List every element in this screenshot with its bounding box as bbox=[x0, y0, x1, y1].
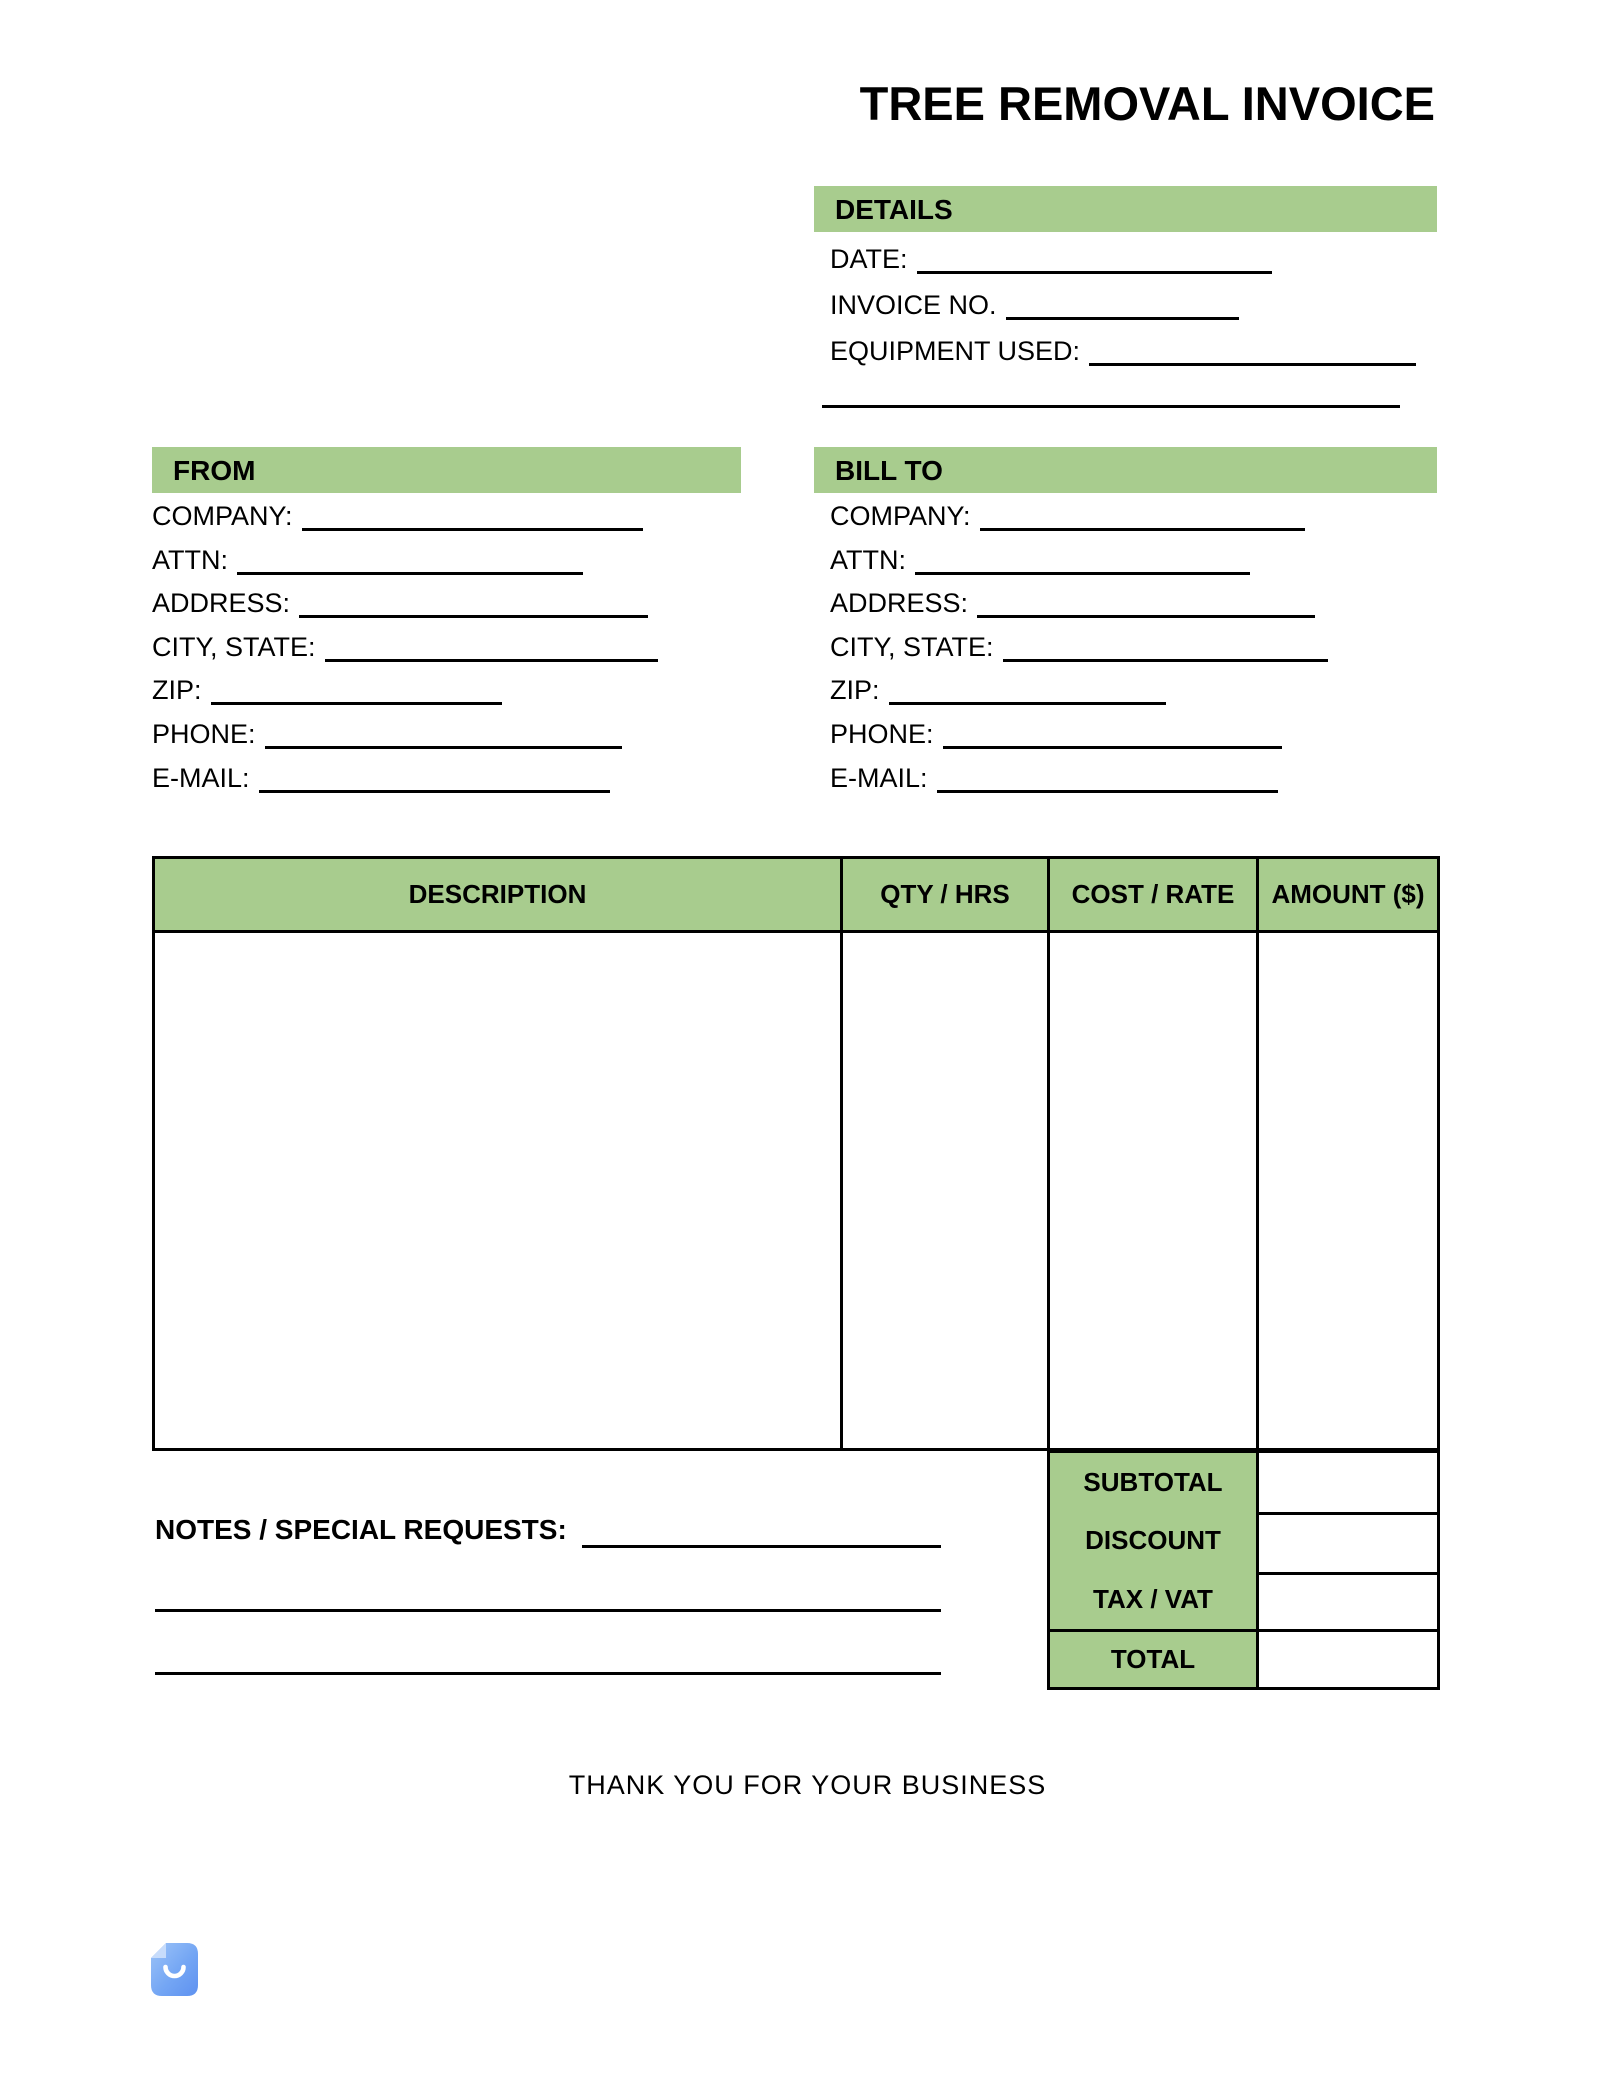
details-section-header: DETAILS bbox=[814, 186, 1437, 232]
from-city-state-label: CITY, STATE: bbox=[152, 631, 316, 662]
subtotal-value-box[interactable] bbox=[1256, 1450, 1440, 1515]
billto-zip-input-line[interactable] bbox=[889, 702, 1166, 705]
cost-rate-cell[interactable] bbox=[1049, 932, 1258, 1450]
from-phone-row bbox=[152, 713, 741, 757]
line-items-table bbox=[152, 856, 1440, 1451]
from-zip-row bbox=[152, 669, 741, 713]
details-fields bbox=[830, 236, 1437, 374]
from-attn-label: ATTN: bbox=[152, 544, 228, 575]
from-section-header: FROM bbox=[152, 447, 741, 493]
billto-company-row bbox=[830, 495, 1437, 539]
billto-email-label: E-MAIL: bbox=[830, 762, 928, 793]
billto-zip-label: ZIP: bbox=[830, 675, 880, 706]
date-input-line[interactable] bbox=[917, 271, 1272, 274]
subtotal-label: SUBTOTAL bbox=[1083, 1466, 1223, 1497]
from-city-state-row bbox=[152, 626, 741, 670]
from-company-label: COMPANY: bbox=[152, 501, 293, 531]
notes-input-line-2[interactable] bbox=[155, 1609, 941, 1612]
column-header-amount: AMOUNT ($) bbox=[1258, 858, 1439, 932]
document-smile-icon bbox=[151, 1943, 198, 1996]
invoice-no-input-line[interactable] bbox=[1006, 317, 1239, 320]
bill-to-section-header: BILL TO bbox=[814, 447, 1437, 493]
items-body-row bbox=[154, 932, 1439, 1450]
from-company-row bbox=[152, 495, 741, 539]
billto-address-label: ADDRESS: bbox=[830, 588, 969, 619]
billto-phone-input-line[interactable] bbox=[943, 746, 1282, 749]
invoice-no-field-row bbox=[830, 282, 1437, 328]
billto-address-input-line[interactable] bbox=[977, 615, 1315, 618]
description-cell[interactable] bbox=[154, 932, 842, 1450]
billto-address-row bbox=[830, 582, 1437, 626]
page-title: TREE REMOVAL INVOICE bbox=[859, 77, 1435, 130]
thank-you-message: THANK YOU FOR YOUR BUSINESS bbox=[568, 1770, 1047, 1800]
billto-email-input-line[interactable] bbox=[937, 790, 1278, 793]
from-address-input-line[interactable] bbox=[299, 615, 648, 618]
billto-city-state-input-line[interactable] bbox=[1003, 659, 1328, 662]
items-header-row bbox=[154, 858, 1439, 932]
discount-value-box[interactable] bbox=[1256, 1512, 1440, 1575]
column-header-cost-rate: COST / RATE bbox=[1049, 858, 1258, 932]
notes-input-line-3[interactable] bbox=[155, 1672, 941, 1675]
bill-to-fields bbox=[830, 495, 1437, 800]
billto-email-row bbox=[830, 757, 1437, 801]
column-header-qty-hrs: QTY / HRS bbox=[842, 858, 1049, 932]
discount-label: DISCOUNT bbox=[1085, 1525, 1221, 1556]
from-company-input-line[interactable] bbox=[302, 528, 643, 531]
invoice-no-label: INVOICE NO. bbox=[830, 290, 997, 320]
qty-hrs-cell[interactable] bbox=[842, 932, 1049, 1450]
amount-cell[interactable] bbox=[1258, 932, 1439, 1450]
from-fields bbox=[152, 495, 741, 800]
date-label: DATE: bbox=[830, 244, 908, 274]
summary-labels-block bbox=[1047, 1450, 1259, 1632]
from-email-label: E-MAIL: bbox=[152, 762, 250, 793]
from-attn-input-line[interactable] bbox=[237, 572, 583, 575]
from-address-label: ADDRESS: bbox=[152, 588, 291, 619]
total-value-box[interactable] bbox=[1256, 1629, 1440, 1690]
billto-attn-input-line[interactable] bbox=[915, 572, 1250, 575]
billto-phone-label: PHONE: bbox=[830, 718, 934, 749]
equipment-continuation-line[interactable] bbox=[822, 405, 1400, 408]
equipment-input-line[interactable] bbox=[1089, 363, 1416, 366]
total-label: TOTAL bbox=[1110, 1644, 1196, 1674]
from-email-row bbox=[152, 757, 741, 801]
from-zip-label: ZIP: bbox=[152, 675, 202, 706]
equipment-field-row bbox=[830, 328, 1437, 374]
from-email-input-line[interactable] bbox=[259, 790, 610, 793]
notes-label: NOTES / SPECIAL REQUESTS: bbox=[155, 1514, 567, 1545]
from-zip-input-line[interactable] bbox=[211, 702, 502, 705]
billto-attn-row bbox=[830, 539, 1437, 583]
equipment-label: EQUIPMENT USED: bbox=[830, 336, 1081, 366]
from-attn-row bbox=[152, 539, 741, 583]
billto-city-state-row bbox=[830, 626, 1437, 670]
tax-vat-label: TAX / VAT bbox=[1093, 1584, 1213, 1615]
billto-city-state-label: CITY, STATE: bbox=[830, 631, 994, 662]
date-field-row bbox=[830, 236, 1437, 282]
total-label-cell bbox=[1047, 1629, 1259, 1690]
column-header-description: DESCRIPTION bbox=[154, 858, 842, 932]
billto-company-input-line[interactable] bbox=[980, 528, 1305, 531]
from-phone-label: PHONE: bbox=[152, 718, 256, 749]
from-phone-input-line[interactable] bbox=[265, 746, 622, 749]
from-city-state-input-line[interactable] bbox=[325, 659, 658, 662]
billto-zip-row bbox=[830, 669, 1437, 713]
billto-attn-label: ATTN: bbox=[830, 544, 906, 575]
billto-company-label: COMPANY: bbox=[830, 501, 971, 531]
notes-input-line-1[interactable] bbox=[582, 1545, 941, 1548]
from-address-row bbox=[152, 582, 741, 626]
billto-phone-row bbox=[830, 713, 1437, 757]
tax-vat-value-box[interactable] bbox=[1256, 1572, 1440, 1632]
